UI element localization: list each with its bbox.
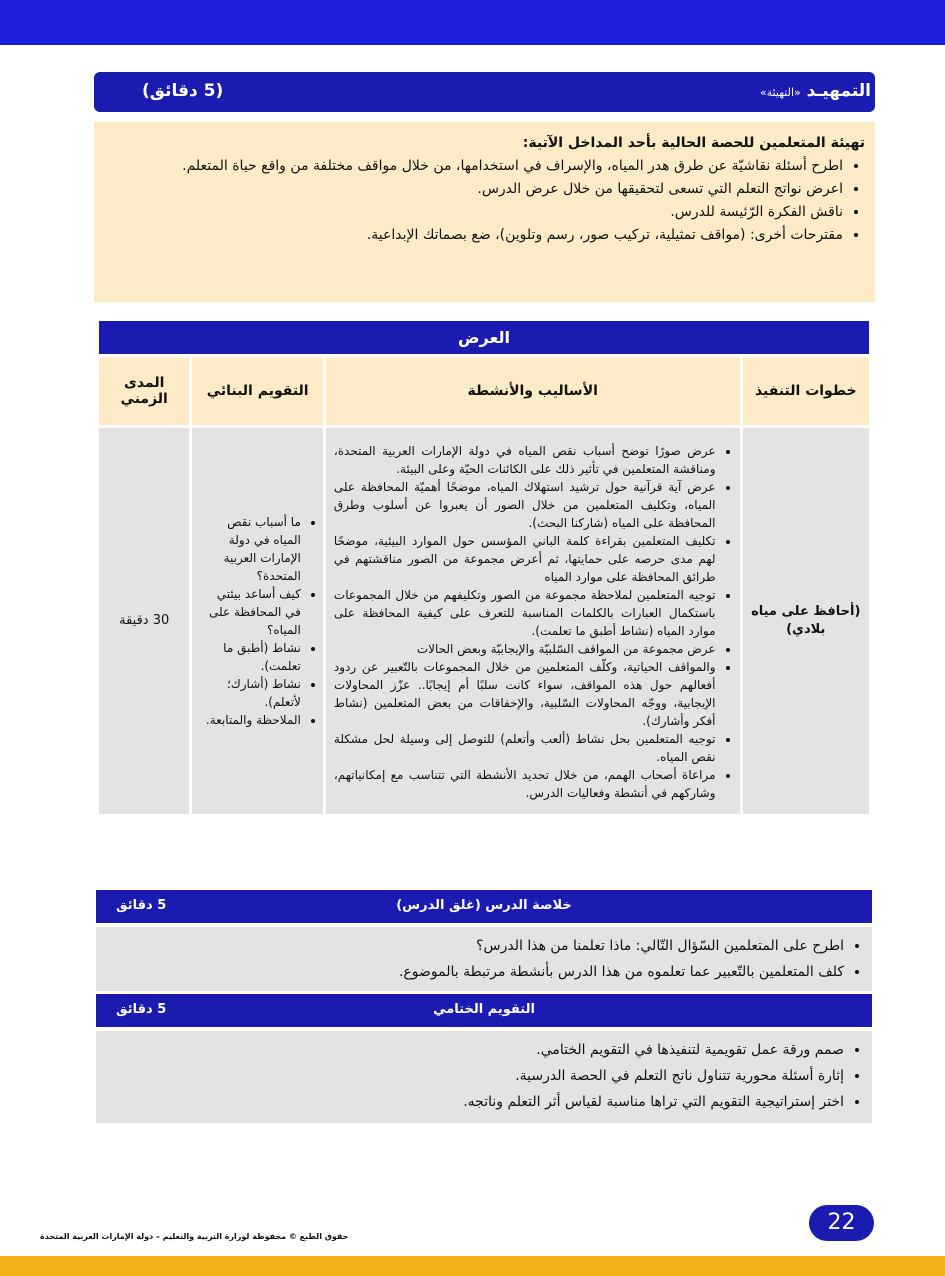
evaluation-item: • ما أسباب نقص المياه في دولة الإمارات العربية المتحدة؟ [200, 513, 301, 585]
time-cell: 30 دقيقة [99, 428, 189, 814]
list-item: • إثارة أسئلة محورية تتناول ناتج التعلم في الحصة الدرسية. [104, 1063, 844, 1089]
top-bar [0, 0, 945, 45]
final-eval-header [96, 994, 872, 1027]
page-number: 22 [809, 1205, 874, 1241]
list-item: • اعرض نواتج التعلم التي تسعى لتحقيقها من خلال عرض الدرس. [106, 178, 843, 201]
bottom-bar [0, 1256, 945, 1276]
copyright-text: حقوق الطبع © محفوظة لوزارة التربية والتعليم – دولة الإمارات العربية المتحدة [40, 1232, 349, 1241]
header-activities: الأساليب والأنشطة [326, 357, 740, 425]
activity-item: • توجيه المتعلمين لملاحظة مجموعة من الصور وتكليفهم من خلال المجموعات باستكمال العبارات بالكلمات المناسبة للتعرف على كيفية المحافظة على موارد المياه (نشاط أطبق ما تعلمت). [334, 586, 716, 640]
closure-title: خلاصة الدرس (غلق الدرس) [396, 898, 572, 913]
intro-box [94, 122, 875, 302]
list-item: • اطرح على المتعلمين السّؤال التّالي: ماذا تعلمنا من هذا الدرس؟ [104, 933, 844, 959]
final-eval-title: التقويم الختامي [433, 1002, 535, 1017]
evaluation-item: • الملاحظة والمتابعة. [200, 711, 301, 729]
evaluation-item: • نشاط (أشارك؛ لأتعلم). [200, 675, 301, 711]
final-eval-body [96, 1031, 872, 1123]
list-item: • اختر إستراتيجية التقويم التي تراها مناسبة لقياس أثر التعلم وناتجه. [104, 1089, 844, 1115]
activity-item: • والمواقف الحياتية، وكلّف المتعلمين من خلال المجموعات بالتّعبير عن ردود أفعالهم حول هذه المواقف، سواء كانت سلبًا أم إيجابًا.. عزّز المحاولات الإيجابية، ووجّه المحاولات السّلبية، والإخفاقات من بعض المتعلمين (نشاط أفكر وأشارك). [334, 658, 716, 730]
presentation-table [96, 318, 872, 817]
intro-box-title: تهيئة المتعلمين للحصة الحالية بأحد المداخل الآتية: [522, 135, 865, 151]
list-item: • مقترحات أخرى: (مواقف تمثيلية، تركيب صور، رسم وتلوين)، ضع بصماتك الإبداعية. [106, 224, 843, 247]
intro-duration: (5 دقائق) [142, 81, 224, 101]
activity-item: • عرض مجموعة من المواقف السّلبيّة والإيجابيّة وبعض الحالات [334, 640, 716, 658]
intro-subtitle: «التهيئة» [759, 86, 801, 99]
intro-title: التمهيـد [806, 81, 871, 101]
final-eval-duration: 5 دقائق [116, 1002, 167, 1017]
evaluation-cell [192, 428, 323, 814]
intro-header [94, 72, 875, 112]
steps-cell: (أحافظ على مياه بلادي) [743, 428, 869, 814]
evaluation-item: • كيف أساعد بيئتي في المحافظة على المياه؟ [200, 585, 301, 639]
list-item: • كلف المتعلمين بالتّعبير عما تعلموه من هذا الدرس بأنشطة مرتبطة بالموضوع. [104, 959, 844, 985]
activity-item: • مراعاة أصحاب الهمم، من خلال تحديد الأنشطة التي تتناسب مع إمكانياتهم، وشاركهم في أنشطة وفعاليات الدرس. [334, 766, 716, 802]
closure-header [96, 890, 872, 923]
activity-item: • عرض آية قرآنية حول ترشيد استهلاك المياه، موضحًا أهميّة المحافظة على المياه، وتكليف المتعلمين من خلال الصور أن يعبروا عن أسلوب وطرق المحافظة على المياه (شاركنا البحث). [334, 478, 716, 532]
header-time: المدى الزمني [99, 357, 189, 425]
activity-item: • تكليف المتعلمين بقراءة كلمة الباني المؤسس حول الموارد البيئية، موضحًا لهم مدى حرصه على حمايتها، ثم أعرض مجموعة من الصور مناقشتهم في طرائق المحافظة على موارد المياه [334, 532, 716, 586]
activity-item: • عرض صورًا توضح أسباب نقص المياه في دولة الإمارات العربية المتحدة، ومناقشة المتعلمين في تأثير ذلك على الكائنات الحيّة وعلى البيئة. [334, 442, 716, 478]
evaluation-item: • نشاط (أطبق ما تعلمت). [200, 639, 301, 675]
header-evaluation: التقويم البنائي [192, 357, 323, 425]
intro-list [106, 155, 865, 247]
closure-body [96, 927, 872, 991]
presentation-title: العرض [99, 321, 869, 354]
header-steps: خطوات التنفيذ [743, 357, 869, 425]
list-item: • اطرح أسئلة نقاشيّة عن طرق هدر المياه، والإسراف في استخدامها، من خلال مواقف مختلفة من واقع حياة المتعلم. [106, 155, 843, 178]
activities-cell [326, 428, 740, 814]
activity-item: • توجيه المتعلمين بحل نشاط (ألعب وأتعلم) للتوصل إلى وسيلة لحل مشكلة نقص المياه. [334, 730, 716, 766]
list-item: • صمم ورقة عمل تقويمية لتنفيذها في التقويم الختامي. [104, 1037, 844, 1063]
closure-duration: 5 دقائق [116, 898, 167, 913]
list-item: • ناقش الفكرة الرّئيسة للدرس. [106, 201, 843, 224]
